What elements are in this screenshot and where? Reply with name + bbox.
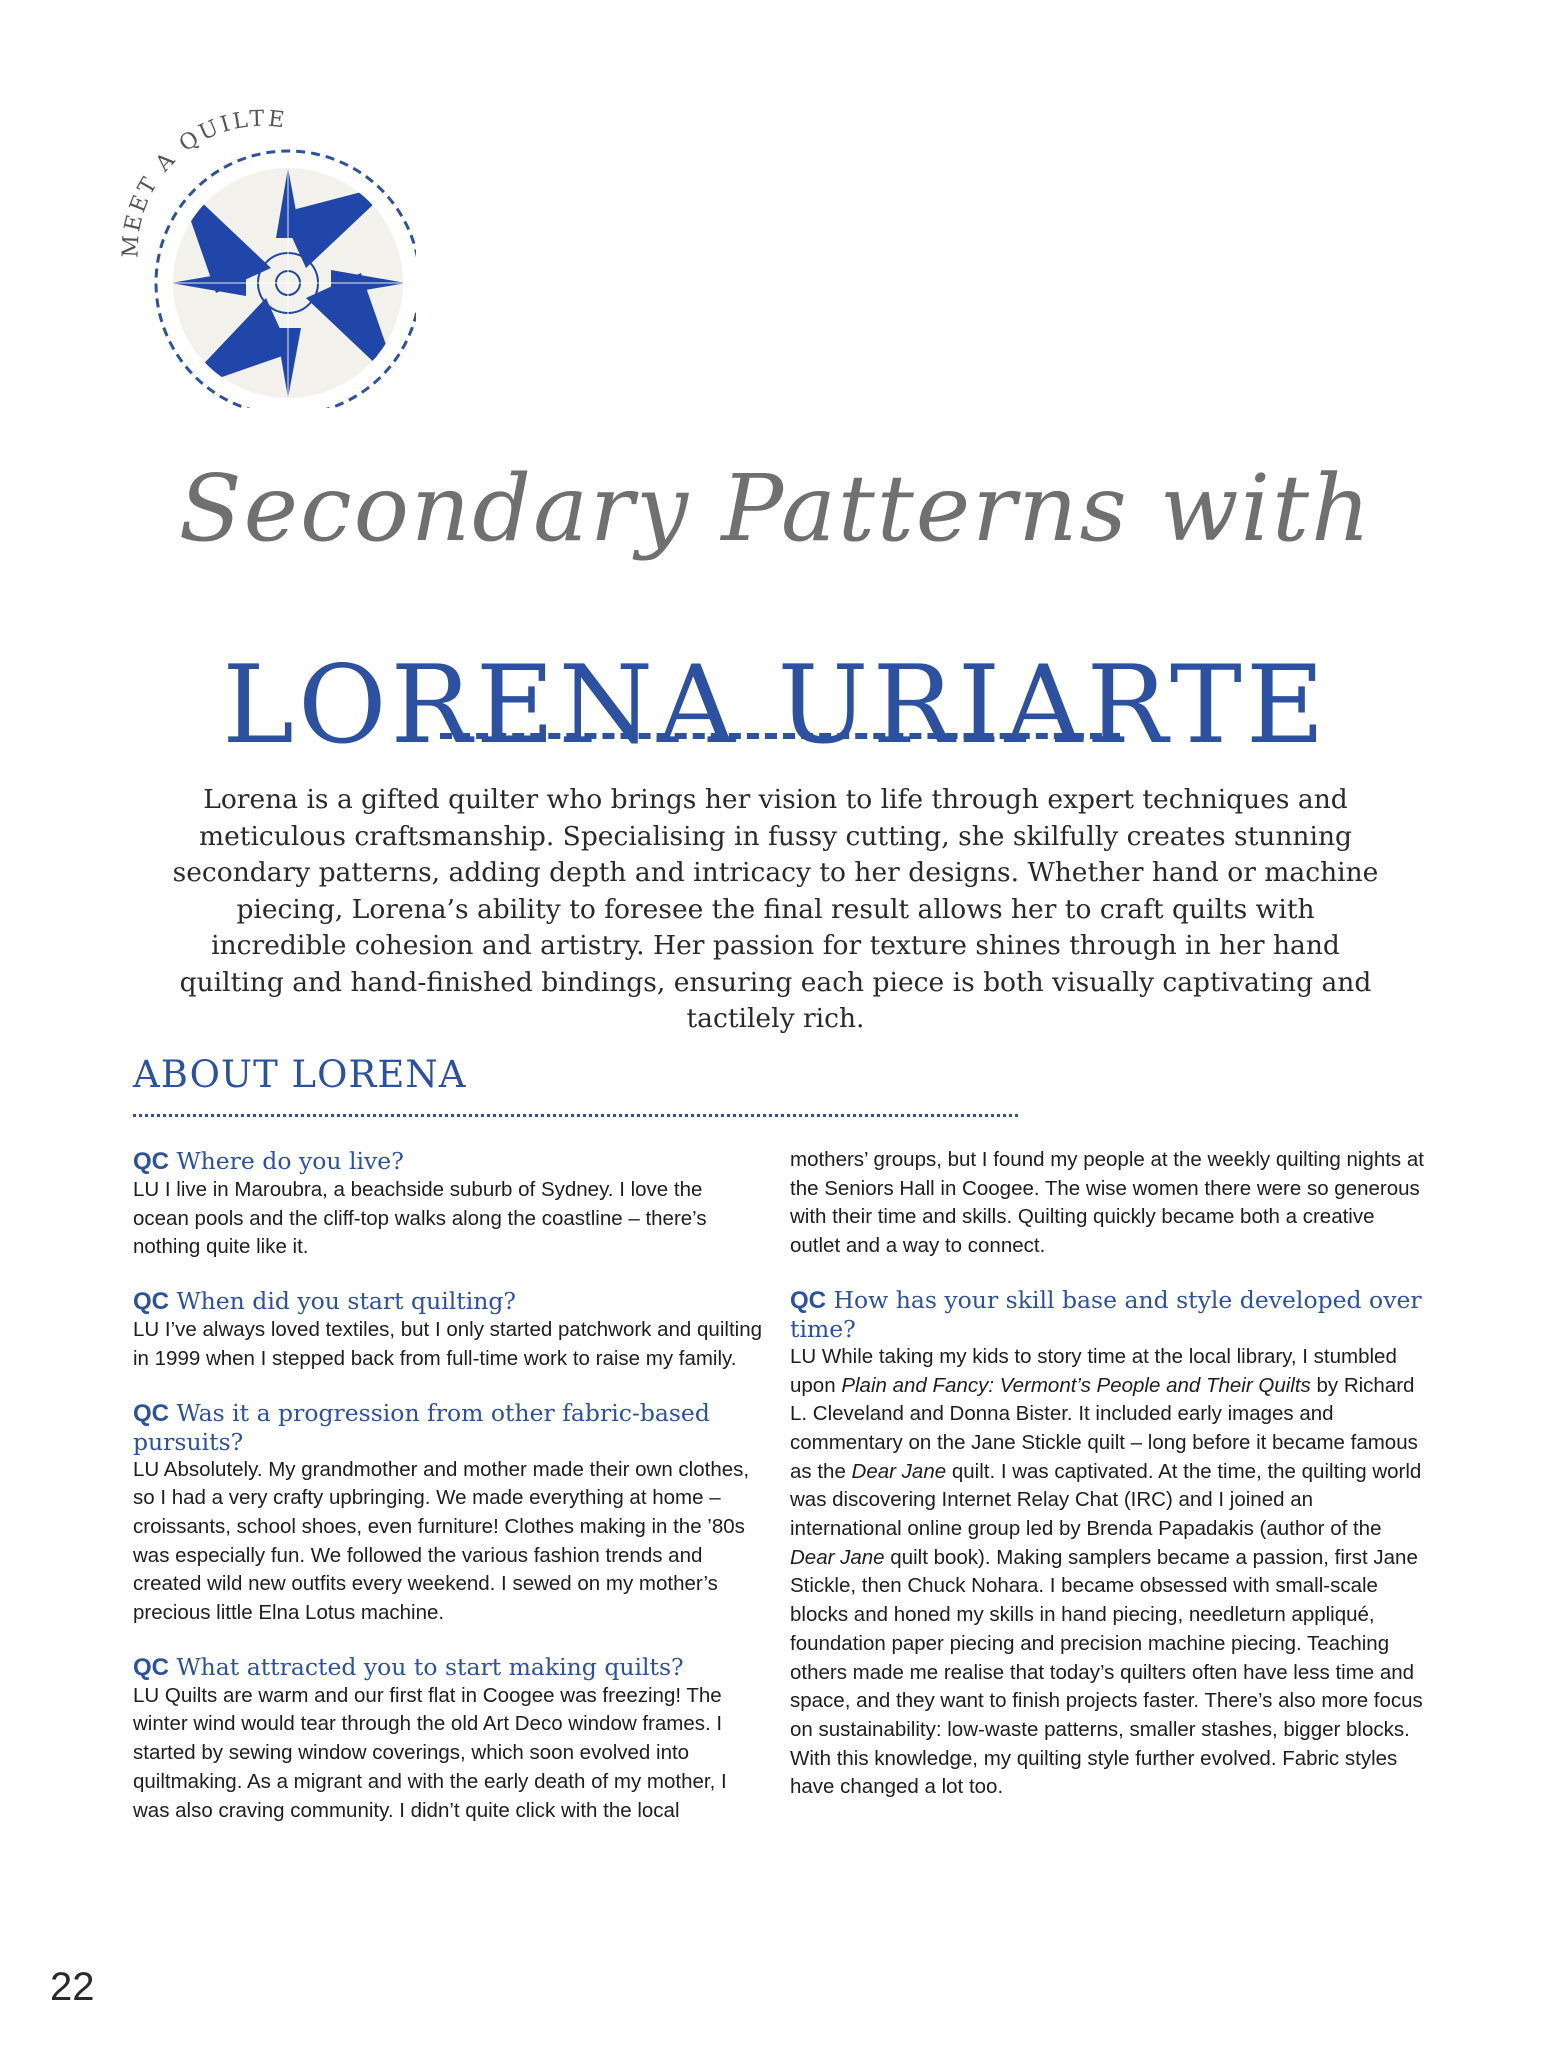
- quilt-name: Dear Jane: [851, 1459, 947, 1483]
- section-divider: [133, 1114, 1018, 1117]
- intro-paragraph: Lorena is a gifted quilter who brings her vision to life through expert techniques and meticulous craftsmanship. Specialising in fussy cutting, she skilfully creates stunning secondary patterns, adding depth and intricacy to her designs. Whether hand or machine piecing, Lorena’s ability to foresee the final result allows her to craft quilts with incredible cohesion and artistry. Her passion for texture shines through in her hand quilting and hand-finished bindings, ensuring each piece is both visually captivating and tactilely rich.: [172, 784, 1379, 1034]
- answer: LU While taking my kids to story time at the local library, I stumbled upon Plain and Fancy: Vermont’s People and Their Quilts by Richard L. Cleveland and Donna Bister. It included early images and commentary on the Jane Stickle quilt – long before it became famous as the Dear Jane quilt. I was captivated. At the time, the quilting world was discovering Internet Relay Chat (IRC) and I joined an international online group led by Brenda Papadakis (author of the Dear Jane quilt book). Making samplers became a passion, first Jane Stickle, then Chuck Nohara. I became obsessed with small-scale blocks and honed my skills in hand piecing, needleturn appliqué, foundation paper piecing and precision machine piecing. Teaching others made me realise that today’s quilters often have less time and space, and they want to finish projects faster. There’s also more focus on sustainability: low-waste patterns, smaller stashes, bigger blocks. With this knowledge, my quilting style further evolved. Fabric styles have changed a lot too.: [790, 1344, 1423, 1799]
- question: QC Where do you live?: [133, 1147, 404, 1175]
- script-title: Secondary Patterns with: [178, 455, 1373, 562]
- answer: LU I’ve always loved textiles, but I only started patchwork and quilting in 1999 when I stepped back from full-time work to raise my family.: [133, 1318, 762, 1370]
- badge-arc-text: MEET A QUILTE: [118, 106, 289, 259]
- section-heading: ABOUT LORENA: [133, 1053, 467, 1096]
- answer: LU Absolutely. My grandmother and mother made their own clothes, so I had a very crafty upbringing. We made everything at home – croissants, school shoes, even furniture! Clothes making in the ’80s was especially fun. We followed the various fashion trends and created wild new outfits every weekend. I sewed on my mother’s precious little Elna Lotus machine.: [133, 1457, 750, 1625]
- column-left: [133, 1147, 763, 1825]
- question: QC What attracted you to start making quilts?: [133, 1652, 684, 1681]
- question: QC Was it a progression from other fabric-based pursuits?: [133, 1398, 710, 1456]
- answer: LU Quilts are warm and our first flat in Coogee was freezing! The winter wind would tear through the old Art Deco window frames. I started by sewing window coverings, which soon evolved into quiltmaking. As a migrant and with the early death of my mother, I was also craving community. I didn’t quite click with the local: [133, 1683, 727, 1822]
- title-divider: [440, 733, 1120, 739]
- book-title: Dear Jane: [790, 1545, 885, 1569]
- answer-continued: mothers’ groups, but I found my people at the weekly quilting nights at the Seniors Hall in Coogee. The wise women there were so generous with their time and skills. Quilting quickly became both a creative outlet and a way to connect.: [790, 1148, 1424, 1258]
- answer: LU I live in Maroubra, a beachside suburb of Sydney. I love the ocean pools and the cliff-top walks along the coastline – there’s nothing quite like it.: [133, 1178, 707, 1259]
- quilt-block-badge-icon: [96, 88, 416, 408]
- question: QC How has your skill base and style developed over time?: [790, 1285, 1422, 1343]
- book-title: Plain and Fancy: Vermont’s People and Their Quilts: [841, 1373, 1311, 1397]
- meet-a-quilter-badge: [96, 88, 416, 408]
- page-title: LORENA URIARTE: [222, 643, 1329, 769]
- page-number: 22: [50, 1965, 95, 2009]
- column-right: [790, 1146, 1430, 1827]
- question: QC When did you start quilting?: [133, 1287, 516, 1316]
